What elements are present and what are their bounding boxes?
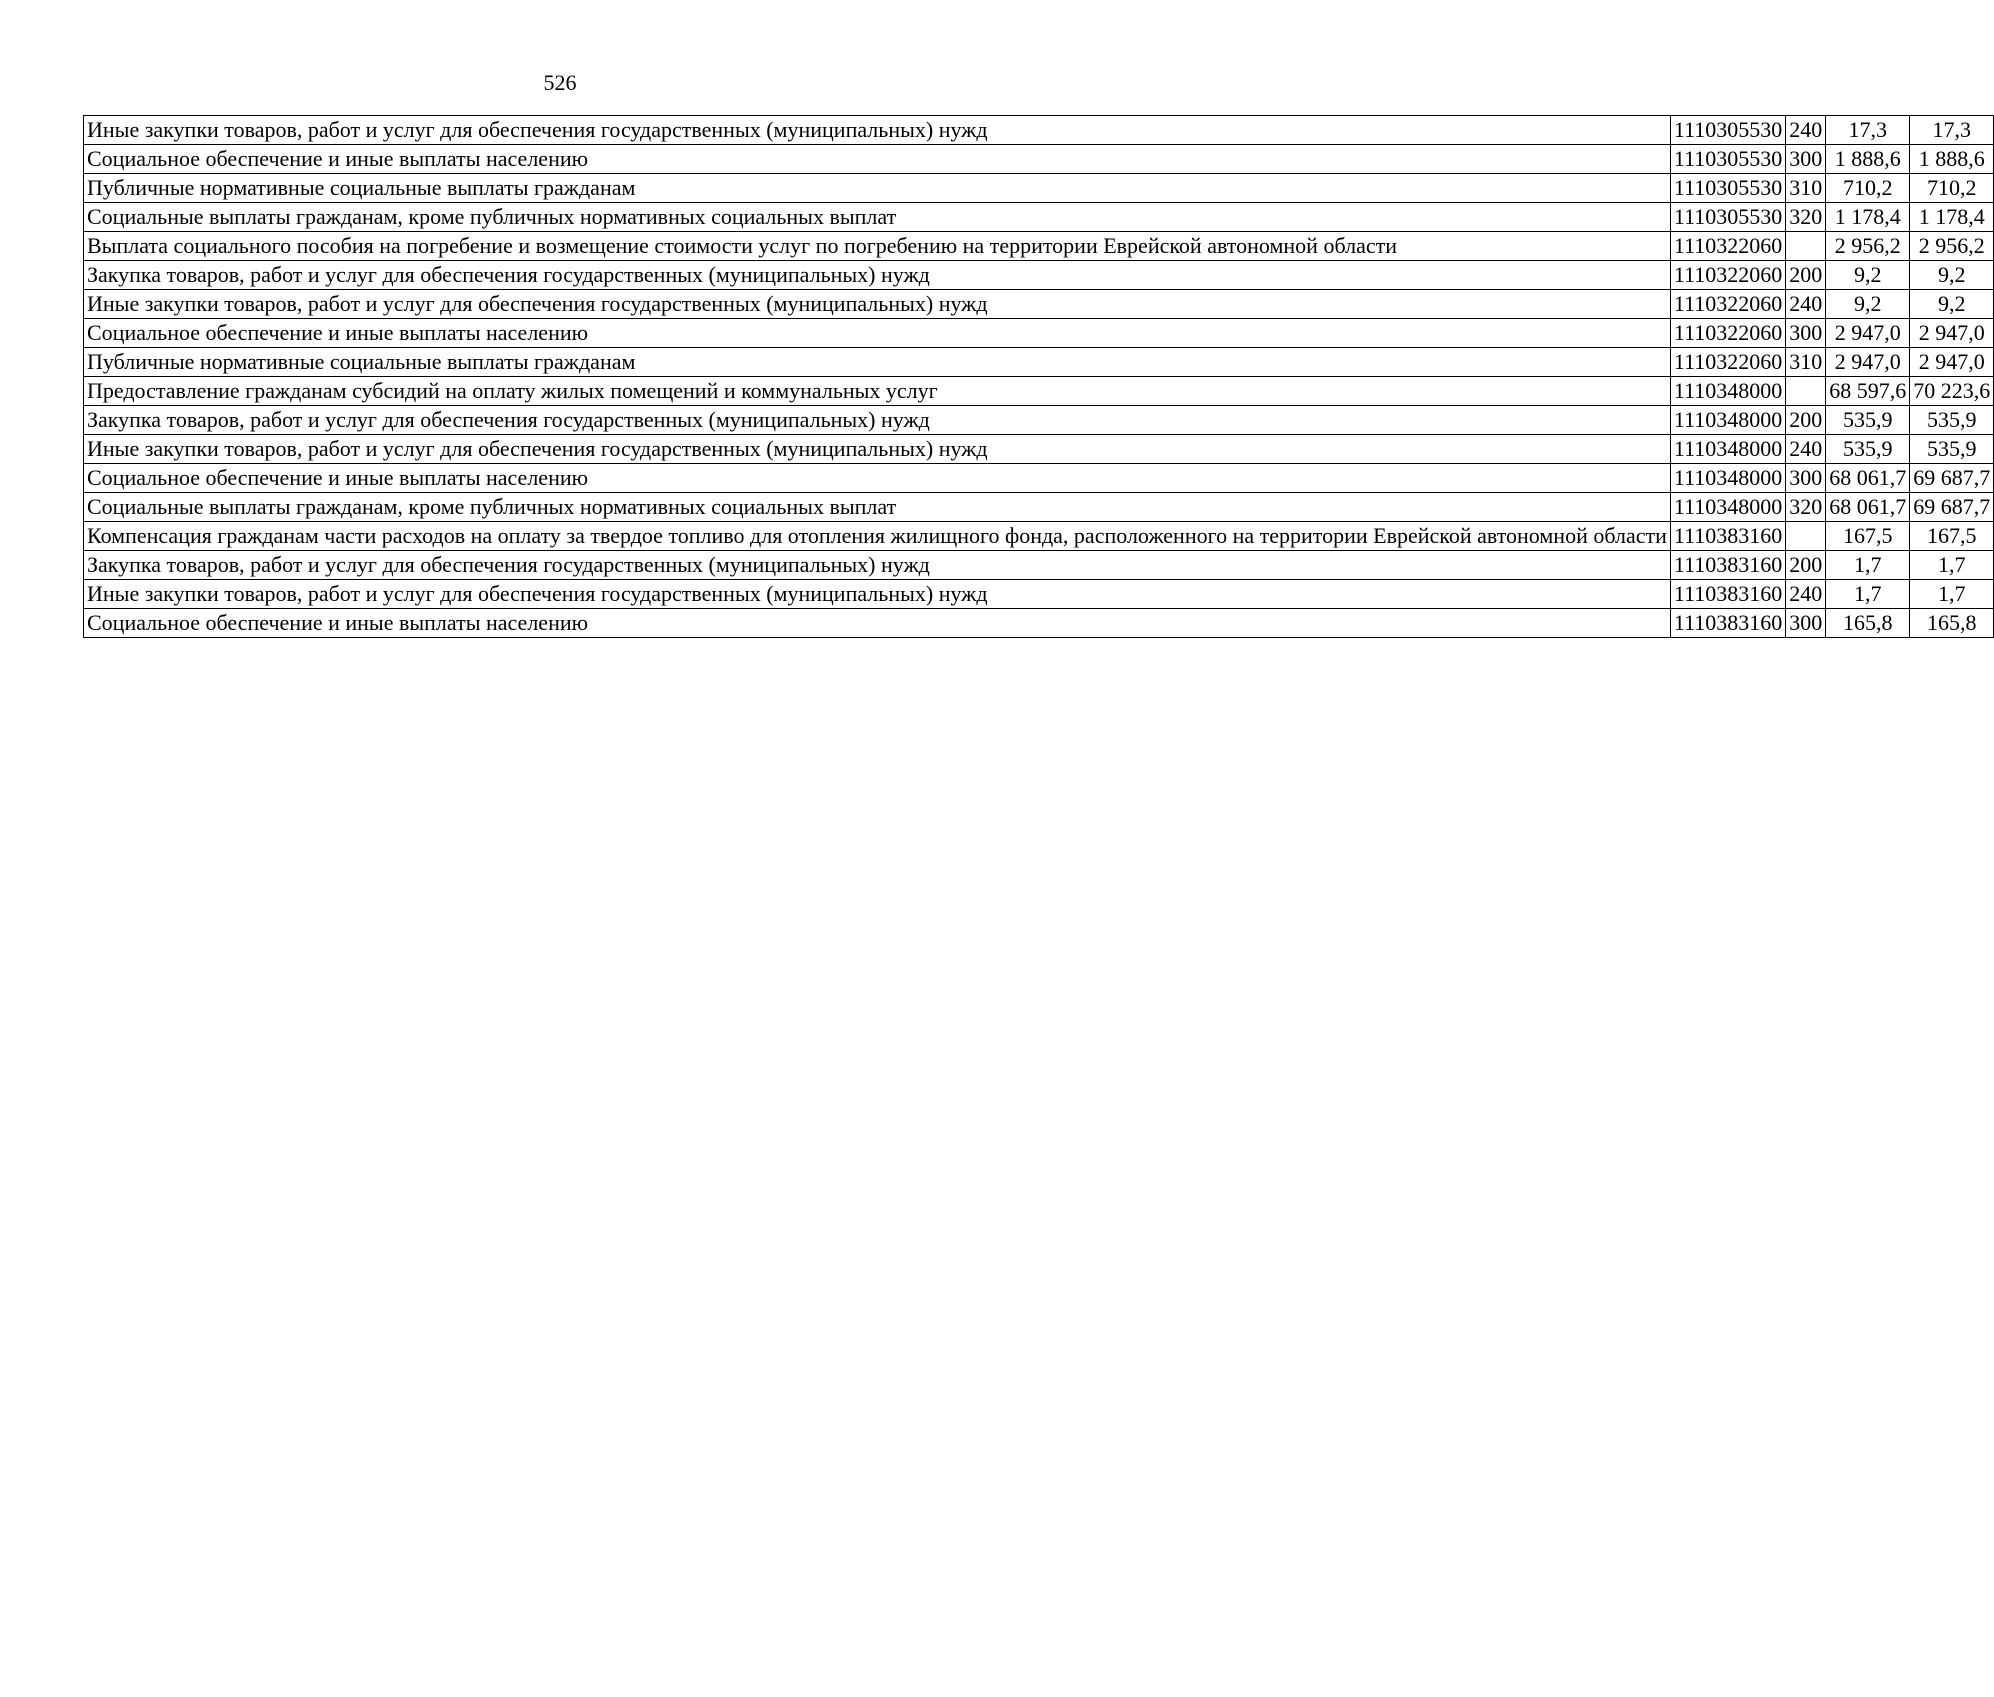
expense-type-code: 300 [1786, 319, 1826, 348]
row-name: Социальное обеспечение и иные выплаты населению [84, 464, 1671, 493]
table-row [84, 348, 1994, 377]
target-article-code: 1110348000 [1670, 464, 1785, 493]
amount-year-2: 167,5 [1910, 522, 1994, 551]
target-article-code: 1110322060 [1670, 348, 1785, 377]
amount-year-2: 9,2 [1910, 290, 1994, 319]
target-article-code: 1110305530 [1670, 174, 1785, 203]
expense-type-code: 300 [1786, 609, 1826, 638]
budget-table [83, 115, 1994, 638]
row-name: Иные закупки товаров, работ и услуг для обеспечения государственных (муниципальных) нужд [84, 580, 1671, 609]
amount-year-2: 535,9 [1910, 435, 1994, 464]
table-row [84, 174, 1994, 203]
expense-type-code: 320 [1786, 493, 1826, 522]
row-name: Социальные выплаты гражданам, кроме публичных нормативных социальных выплат [84, 203, 1671, 232]
amount-year-1: 2 947,0 [1826, 319, 1910, 348]
amount-year-1: 2 956,2 [1826, 232, 1910, 261]
row-name: Социальное обеспечение и иные выплаты населению [84, 319, 1671, 348]
table-row [84, 203, 1994, 232]
amount-year-2: 710,2 [1910, 174, 1994, 203]
row-name: Компенсация гражданам части расходов на оплату за твердое топливо для отопления жилищного фонда, расположенного на территории Еврейской автономной области [84, 522, 1671, 551]
amount-year-2: 69 687,7 [1910, 464, 1994, 493]
target-article-code: 1110322060 [1670, 232, 1785, 261]
target-article-code: 1110305530 [1670, 145, 1785, 174]
table-row [84, 290, 1994, 319]
amount-year-1: 1,7 [1826, 580, 1910, 609]
amount-year-1: 1 178,4 [1826, 203, 1910, 232]
amount-year-1: 167,5 [1826, 522, 1910, 551]
table-row [84, 232, 1994, 261]
expense-type-code: 200 [1786, 406, 1826, 435]
row-name: Иные закупки товаров, работ и услуг для обеспечения государственных (муниципальных) нужд [84, 290, 1671, 319]
row-name: Закупка товаров, работ и услуг для обеспечения государственных (муниципальных) нужд [84, 261, 1671, 290]
expense-type-code: 240 [1786, 435, 1826, 464]
row-name: Предоставление гражданам субсидий на оплату жилых помещений и коммунальных услуг [84, 377, 1671, 406]
amount-year-2: 535,9 [1910, 406, 1994, 435]
row-name: Социальное обеспечение и иные выплаты населению [84, 145, 1671, 174]
amount-year-2: 17,3 [1910, 116, 1994, 145]
amount-year-1: 165,8 [1826, 609, 1910, 638]
amount-year-1: 17,3 [1826, 116, 1910, 145]
expense-type-code: 240 [1786, 290, 1826, 319]
table-row [84, 522, 1994, 551]
target-article-code: 1110322060 [1670, 290, 1785, 319]
amount-year-2: 69 687,7 [1910, 493, 1994, 522]
target-article-code: 1110348000 [1670, 406, 1785, 435]
amount-year-2: 1 888,6 [1910, 145, 1994, 174]
table-row [84, 377, 1994, 406]
target-article-code: 1110383160 [1670, 580, 1785, 609]
row-name: Иные закупки товаров, работ и услуг для обеспечения государственных (муниципальных) нужд [84, 435, 1671, 464]
target-article-code: 1110305530 [1670, 203, 1785, 232]
page-number: 526 [543, 70, 577, 95]
table-row [84, 261, 1994, 290]
amount-year-2: 70 223,6 [1910, 377, 1994, 406]
row-name: Социальное обеспечение и иные выплаты населению [84, 609, 1671, 638]
amount-year-1: 535,9 [1826, 406, 1910, 435]
table-row [84, 580, 1994, 609]
expense-type-code: 310 [1786, 174, 1826, 203]
amount-year-1: 710,2 [1826, 174, 1910, 203]
expense-type-code: 310 [1786, 348, 1826, 377]
amount-year-1: 68 061,7 [1826, 493, 1910, 522]
amount-year-1: 2 947,0 [1826, 348, 1910, 377]
target-article-code: 1110383160 [1670, 551, 1785, 580]
amount-year-1: 9,2 [1826, 261, 1910, 290]
table-row [84, 406, 1994, 435]
amount-year-2: 1 178,4 [1910, 203, 1994, 232]
amount-year-1: 68 061,7 [1826, 464, 1910, 493]
target-article-code: 1110348000 [1670, 435, 1785, 464]
amount-year-1: 68 597,6 [1826, 377, 1910, 406]
target-article-code: 1110305530 [1670, 116, 1785, 145]
amount-year-2: 9,2 [1910, 261, 1994, 290]
amount-year-2: 1,7 [1910, 580, 1994, 609]
expense-type-code: 300 [1786, 464, 1826, 493]
target-article-code: 1110383160 [1670, 522, 1785, 551]
table-row [84, 145, 1994, 174]
table-row [84, 464, 1994, 493]
expense-type-code: 240 [1786, 116, 1826, 145]
table-row [84, 551, 1994, 580]
amount-year-1: 9,2 [1826, 290, 1910, 319]
amount-year-2: 2 947,0 [1910, 319, 1994, 348]
row-name: Публичные нормативные социальные выплаты гражданам [84, 174, 1671, 203]
amount-year-2: 2 947,0 [1910, 348, 1994, 377]
expense-type-code: 200 [1786, 261, 1826, 290]
row-name: Социальные выплаты гражданам, кроме публичных нормативных социальных выплат [84, 493, 1671, 522]
table-row [84, 116, 1994, 145]
row-name: Иные закупки товаров, работ и услуг для обеспечения государственных (муниципальных) нужд [84, 116, 1671, 145]
amount-year-2: 165,8 [1910, 609, 1994, 638]
expense-type-code: 240 [1786, 580, 1826, 609]
table-row [84, 435, 1994, 464]
amount-year-1: 535,9 [1826, 435, 1910, 464]
expense-type-code [1786, 522, 1826, 551]
table-row [84, 609, 1994, 638]
amount-year-2: 1,7 [1910, 551, 1994, 580]
row-name: Закупка товаров, работ и услуг для обеспечения государственных (муниципальных) нужд [84, 551, 1671, 580]
target-article-code: 1110322060 [1670, 319, 1785, 348]
target-article-code: 1110348000 [1670, 493, 1785, 522]
row-name: Закупка товаров, работ и услуг для обеспечения государственных (муниципальных) нужд [84, 406, 1671, 435]
target-article-code: 1110348000 [1670, 377, 1785, 406]
amount-year-2: 2 956,2 [1910, 232, 1994, 261]
expense-type-code: 300 [1786, 145, 1826, 174]
row-name: Публичные нормативные социальные выплаты гражданам [84, 348, 1671, 377]
amount-year-1: 1,7 [1826, 551, 1910, 580]
expense-type-code: 200 [1786, 551, 1826, 580]
table-row [84, 493, 1994, 522]
table-row [84, 319, 1994, 348]
target-article-code: 1110383160 [1670, 609, 1785, 638]
expense-type-code [1786, 232, 1826, 261]
expense-type-code: 320 [1786, 203, 1826, 232]
amount-year-1: 1 888,6 [1826, 145, 1910, 174]
target-article-code: 1110322060 [1670, 261, 1785, 290]
row-name: Выплата социального пособия на погребение и возмещение стоимости услуг по погребению на территории Еврейской автономной области [84, 232, 1671, 261]
expense-type-code [1786, 377, 1826, 406]
